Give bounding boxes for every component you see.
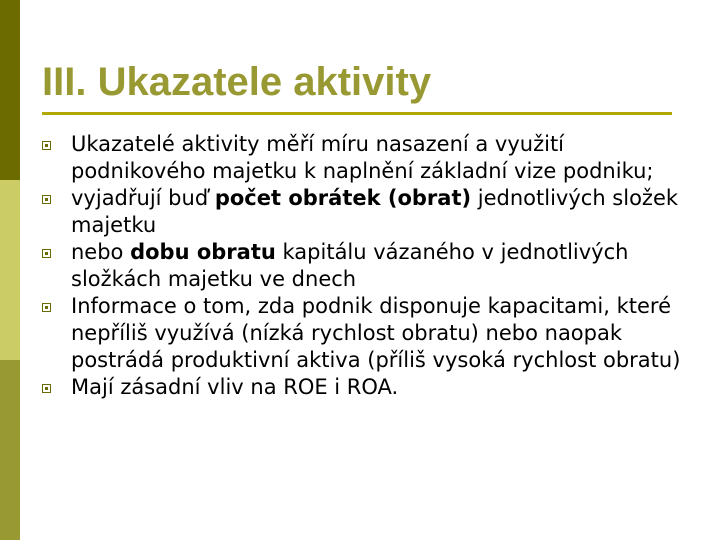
square-bullet-icon <box>42 141 51 150</box>
sidebar-band-mid <box>0 360 20 540</box>
bullet-text-bold: dobu obratu <box>130 240 276 264</box>
bullet-text: Informace o tom, zda podnik disponuje kapacitami, které nepříliš využívá (nízká rychlost obratu) nebo naopak postrádá produktivní aktiva (příliš vysoká rychlost obratu) <box>71 294 681 372</box>
bullet-item-5 <box>42 374 682 401</box>
bullet-list <box>42 131 682 401</box>
bullet-text-before: vyjadřují buď <box>71 186 215 210</box>
bullet-text: Mají zásadní vliv na ROE i ROA. <box>71 375 399 399</box>
bullet-text-after: kapitálu vázaného v jednotlivých složkách majetku ve dnech <box>71 240 629 291</box>
bullet-text-bold: počet obrátek (obrat) <box>214 186 472 210</box>
square-bullet-icon <box>42 384 51 393</box>
bullet-item-2 <box>42 185 682 239</box>
sidebar-color-band <box>0 0 20 540</box>
sidebar-band-light <box>0 180 20 360</box>
bullet-item-1 <box>42 131 682 185</box>
slide-title: III. Ukazatele aktivity <box>42 60 432 104</box>
square-bullet-icon <box>42 303 51 312</box>
bullet-text: Ukazatelé aktivity měří míru nasazení a využití podnikového majetku k naplnění základní vize podniku; <box>71 132 654 183</box>
bullet-item-3 <box>42 239 682 293</box>
bullet-text-before: nebo <box>71 240 131 264</box>
bullet-text-after: jednotlivých složek majetku <box>71 186 679 237</box>
square-bullet-icon <box>42 249 51 258</box>
title-underline <box>42 112 672 115</box>
sidebar-band-dark <box>0 0 20 180</box>
square-bullet-icon <box>42 195 51 204</box>
bullet-item-4 <box>42 293 682 374</box>
